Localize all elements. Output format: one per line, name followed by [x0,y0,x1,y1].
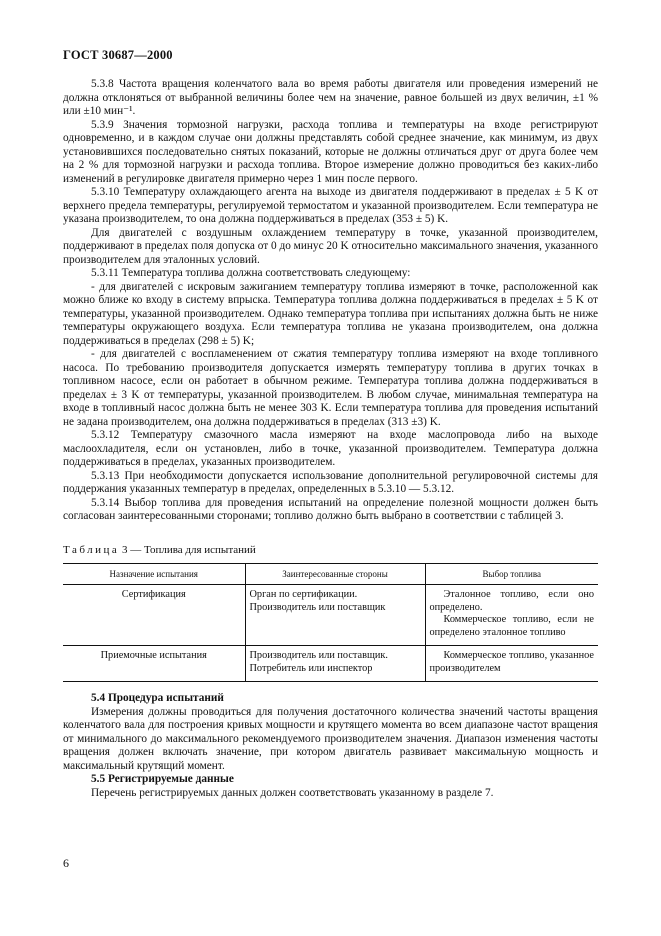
cell-purpose: Сертификация [121,589,186,600]
table-row [63,585,598,646]
table-caption [63,544,598,558]
paragraph-5-3-9: 5.3.9 Значения тормозной нагрузки, расхода топлива и температуры на входе регистрируют одновременно, и в каждом случае они должны представлять собой среднее значение, как минимум, из двух установившихся последовательно снятых показаний, которые не должны отличаться друг от друга более чем на 2 % для тормозной нагрузки и расхода топлива. Второе измерение должно проводиться без каких-либо изменений в регулировке двигателя примерно через 1 мин после первого. [63,118,598,185]
table-header-row [63,564,598,585]
paragraph-5-3-8: 5.3.8 Частота вращения коленчатого вала во время работы двигателя или проведения измерений не должна отклоняться от выбранной величины более чем на значение, равное большей из двух величин, ±1 % или ±10 мин⁻¹. [63,78,598,117]
party-line: Производитель или поставщик. [249,650,388,661]
table-row [63,646,598,682]
header-purpose: Назначение испытания [63,564,245,585]
cell-parties [245,646,425,682]
cell-purpose: Приемочные испытания [63,646,245,682]
paragraph-air-cooled: Для двигателей с воздушным охлаждением температуру в точке, указанной производителем, поддерживают в пределах поля допуска от 0 до минус 20 K относительно максимального значения, указанного производителем для эталонных условий. [63,226,598,266]
table-caption-word: Таблица [63,543,120,556]
page-number: 6 [63,856,69,870]
fuel-table [63,563,598,682]
table-caption-text: 3 — Топлива для испытаний [122,543,256,556]
paragraph-5-3-13: 5.3.13 При необходимости допускается использование дополнительной регулировочной системы для поддержания указанных температур в пределах, определенных в 5.3.10 — 5.3.12. [63,469,598,495]
party-line: Производитель или поставщик [249,601,386,613]
party-line: Орган по сертификации. [249,589,358,600]
party-line: Потребитель или инспектор [249,662,373,674]
paragraph-compression-ignition: - для двигателей с воспламенением от сжатия температуру топлива измеряют на входе топливного насоса. По требованию производителя допускается измерять температуру топлива в других точках в топливном насосе, если он работает в обычном режиме. Температура топлива должна поддерживаться в пределах ± 3 K от температуры, указанной производителем. В любом случае, минимальная температура на входе в топливный насос должна быть не менее 303 K. Если температура топлива для проведения испытаний не задана производителем, она должна поддерживаться в пределах (313 ±3) K. [63,348,598,428]
section-5-4-title: 5.4 Процедура испытаний [91,692,224,704]
document-body [63,78,598,800]
fuel-line: Коммерческое топливо, указанное производителем [429,650,594,674]
fuel-line: Эталонное топливо, если оно определено. [429,589,594,613]
cell-fuel [425,646,598,682]
paragraph-5-3-11: 5.3.11 Температура топлива должна соответствовать следующему: [91,267,411,279]
cell-parties [245,585,425,646]
paragraph-5-3-12: 5.3.12 Температуру смазочного масла измеряют на входе маслопровода либо на выходе маслоохладителя, если он установлен, либо в точке, указанной производителем. Температура должна поддерживаться в пределах, указанных производителем. [63,429,598,468]
section-5-4-text: Измерения должны проводиться для получения достаточного количества значений частоты вращения коленчатого вала для построения кривых мощности и крутящего момента во всем диапазоне частот вращения от минимального до максимального рекомендуемого производителем значения. Диапазон изменения частоты вращения должен включать значение, при котором двигатель развивает максимальную мощность и максимальный крутящий момент. [63,705,598,772]
header-fuel: Выбор топлива [425,564,598,585]
paragraph-spark-ignition: - для двигателей с искровым зажиганием температуру топлива измеряют в точке, расположенной как можно ближе ко входу в систему впрыска. Температура топлива должна поддерживаться в пределах ± 5 K от температуры, указанной производителем. Однако температура топлива при испытаниях должна быть не ниже температуры окружающего воздуха. Если температура топлива не указана производителем, она должна поддерживаться в пределах (298 ± 5) K; [63,280,598,347]
paragraph-5-3-14: 5.3.14 Выбор топлива для проведения испытаний на определение полезной мощности должен быть согласован заинтересованными сторонами; топливо должно быть выбрано в соответствии с таблицей 3. [63,496,598,522]
document-header: ГОСТ 30687—2000 [63,48,173,62]
paragraph-5-3-10: 5.3.10 Температуру охлаждающего агента на выходе из двигателя поддерживают в пределах ± 5 K от верхнего предела температуры, регулируемой термостатом и указанной производителем. Если температура не указана производителем, то она должна поддерживаться в пределах (353 ± 5) K. [63,186,598,225]
cell-fuel [425,585,598,646]
fuel-line: Коммерческое топливо, если не определено эталонное топливо [429,614,594,638]
header-parties: Заинтересованные стороны [245,564,425,585]
section-5-5-text: Перечень регистрируемых данных должен соответствовать указанному в разделе 7. [91,786,494,799]
section-5-5-title: 5.5 Регистрируемые данные [91,773,234,785]
